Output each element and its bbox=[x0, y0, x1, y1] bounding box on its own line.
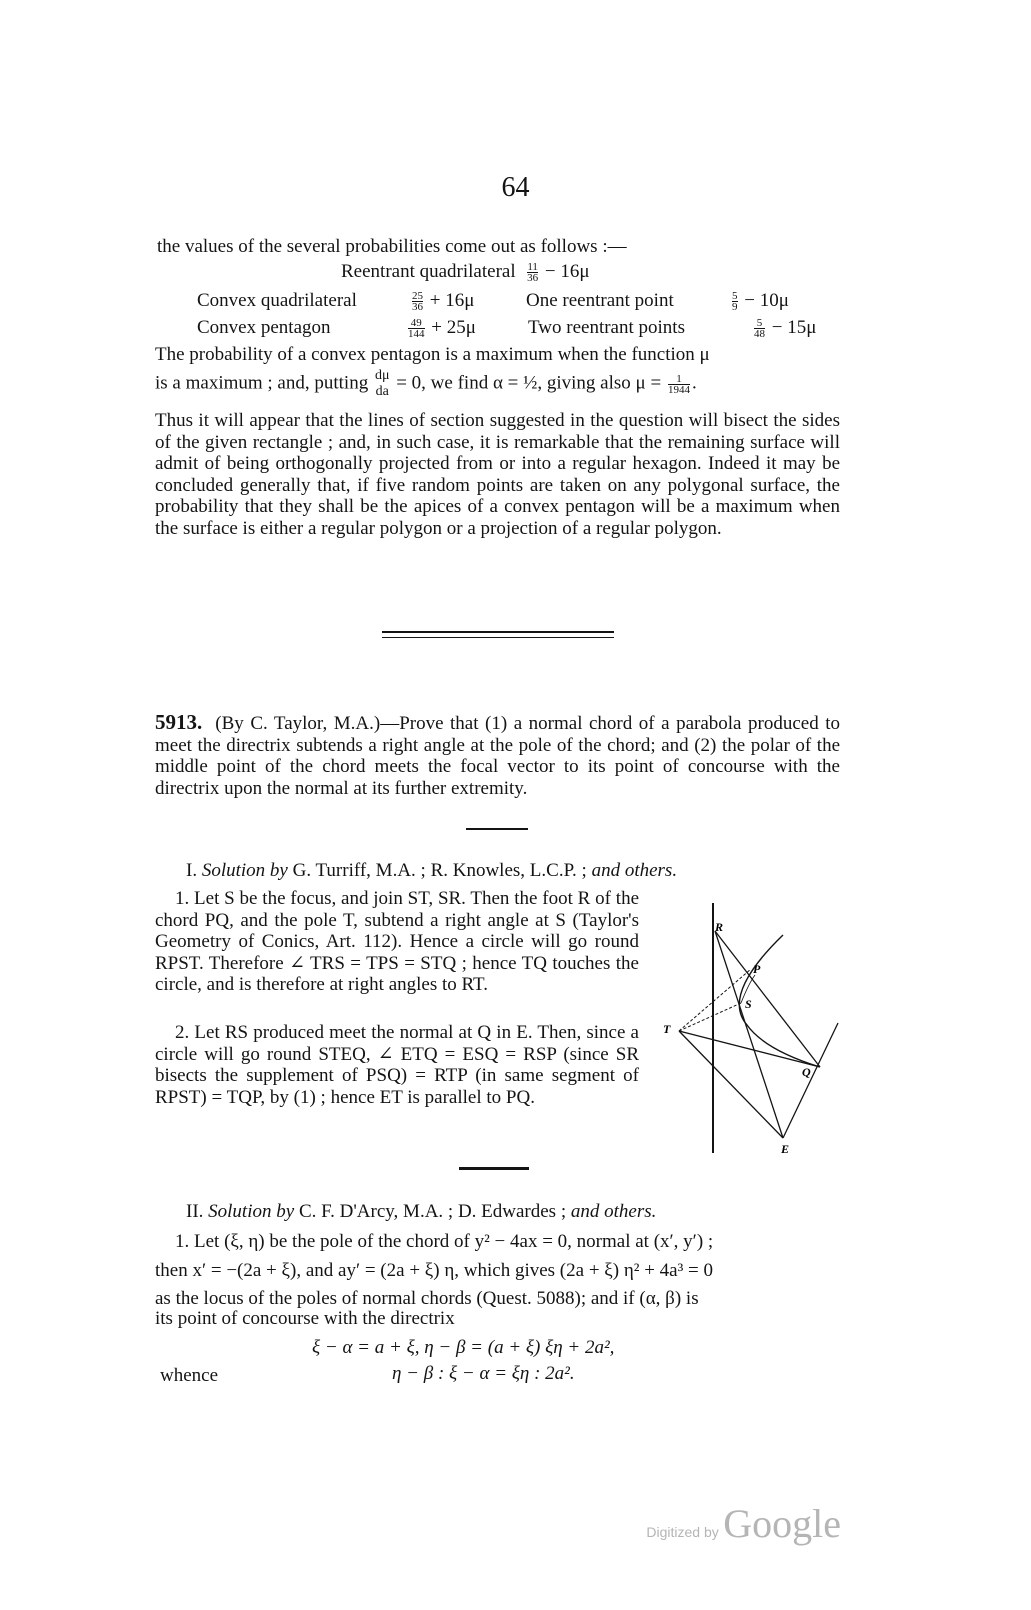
table-value-two-reentrant-points bbox=[752, 317, 816, 339]
heading-authors: G. Turriff, M.A. ; R. Knowles, L.C.P. ; bbox=[292, 860, 587, 881]
solution-2-line: then x′ = −(2a + ξ), and ay′ = (2a + ξ) η, which gives (2a + ξ) η² + 4a³ = 0 bbox=[155, 1260, 714, 1281]
table-row-reentrant-quadrilateral bbox=[341, 261, 590, 283]
fraction bbox=[754, 318, 765, 339]
separator-rule bbox=[382, 637, 614, 638]
fraction-numerator: dμ bbox=[374, 368, 390, 383]
parabola-figure bbox=[655, 895, 855, 1160]
row-value: − 15μ bbox=[771, 317, 817, 338]
fig-label-q: Q bbox=[802, 1065, 811, 1079]
short-rule bbox=[466, 828, 528, 830]
google-watermark bbox=[646, 1500, 841, 1547]
text-span: is a maximum ; and, putting bbox=[155, 372, 369, 394]
watermark-digitized-by: Digitized by bbox=[646, 1524, 719, 1540]
heading-numeral: II. bbox=[186, 1201, 204, 1222]
table-value-one-reentrant-point bbox=[730, 290, 789, 312]
equation-2: η − β : ξ − α = ξη : 2a². bbox=[392, 1363, 575, 1384]
heading-others: and others. bbox=[570, 1201, 657, 1222]
fraction-numerator: 25 bbox=[412, 290, 423, 303]
fraction-denominator: da bbox=[375, 384, 389, 399]
fraction-denominator: 48 bbox=[754, 328, 765, 341]
short-rule bbox=[459, 1167, 529, 1170]
question-author: (By C. Taylor, M.A.) bbox=[215, 713, 381, 734]
mu-fraction bbox=[668, 374, 690, 395]
page-number: 64 bbox=[501, 172, 530, 203]
question-paragraph bbox=[155, 712, 840, 799]
fraction-numerator: 5 bbox=[754, 318, 765, 329]
paragraph-line: The probability of a convex pentagon is a maximum when the function μ bbox=[155, 344, 710, 365]
heading-others: and others. bbox=[591, 860, 678, 881]
derivative-fraction bbox=[375, 368, 390, 400]
table-row-two-reentrant-points bbox=[528, 317, 685, 339]
heading-solution-by: Solution by bbox=[201, 860, 288, 881]
table-value-convex-pentagon bbox=[406, 317, 476, 339]
fraction-numerator: 11 bbox=[527, 261, 538, 274]
fig-label-e: E bbox=[781, 1142, 790, 1156]
solution-2-line: as the locus of the poles of normal chords (Quest. 5088); and if (α, β) is bbox=[155, 1288, 699, 1309]
fraction bbox=[412, 291, 423, 312]
row-label: Reentrant quadrilateral bbox=[341, 261, 516, 282]
row-value: − 16μ bbox=[544, 261, 590, 282]
fraction-numerator: 1 bbox=[668, 374, 690, 385]
heading-authors: C. F. D'Arcy, M.A. ; D. Edwardes ; bbox=[298, 1201, 567, 1222]
row-value: + 16μ bbox=[429, 290, 475, 311]
solution-2-heading bbox=[186, 1201, 656, 1223]
fig-label-r: R bbox=[715, 920, 724, 934]
table-row-convex-quadrilateral bbox=[197, 290, 357, 312]
conclusion-paragraph: Thus it will appear that the lines of section suggested in the question will bisect the sides of the given rectangle ; and, in such case, it is remarkable that the remaining surface will admit of being orthogonally projected from or into a regular hexagon. Indeed it may be concluded generally that, if five random points are taken on any polygonal surface, the probability that they shall be the apices of a convex pentagon will be a maximum when the surface is either a regular polygon or a projection of a regular polygon. bbox=[155, 410, 840, 539]
question-text: —Prove that (1) a normal chord of a parabola produced to meet the directrix subtends a right angle at the pole of the chord; and (2) the polar of the middle point of the chord meets the focal vector to its point of concourse with the directrix upon the normal at its further extremity. bbox=[155, 713, 840, 799]
fraction-denominator: 1944 bbox=[667, 383, 690, 396]
line-re bbox=[715, 931, 783, 1138]
fraction bbox=[408, 318, 425, 339]
heading-numeral: I. bbox=[186, 860, 198, 881]
row-label: Convex quadrilateral bbox=[197, 290, 357, 311]
line-ts bbox=[679, 1003, 741, 1031]
fraction bbox=[527, 262, 538, 283]
whence-label: whence bbox=[160, 1365, 219, 1386]
intro-line: the values of the several probabilities come out as follows :— bbox=[157, 236, 627, 257]
solution-1-part-1: 1. Let S be the focus, and join ST, SR. Then the foot R of the chord PQ, and the pole T, subtend a right angle at S (Taylor's Geometry of Conics, Art. 112). Hence a circle will go round RPST. Therefore ∠ TRS = TPS = STQ ; hence TQ touches the circle, and is therefore at right angles to RT. bbox=[155, 888, 639, 995]
fraction-numerator: 5 bbox=[732, 290, 738, 303]
solution-2-line: 1. Let (ξ, η) be the pole of the chord of y² − 4ax = 0, normal at (x′, y′) ; bbox=[175, 1231, 714, 1252]
heading-solution-by: Solution by bbox=[208, 1201, 295, 1222]
row-label: Two reentrant points bbox=[528, 317, 685, 338]
google-logo: Google bbox=[723, 1501, 841, 1546]
fraction-denominator: 36 bbox=[527, 272, 539, 285]
solution-1-part-2: 2. Let RS produced meet the normal at Q in E. Then, since a circle will go round STEQ, ∠ ETQ = ESQ = RSP (since SR bisects the supplement of PSQ) = RTP (in same segment of RPST) = TQP, by (1) ; hence ET is parallel to PQ. bbox=[155, 1022, 639, 1108]
table-value-convex-quadrilateral bbox=[410, 290, 474, 312]
normal-line bbox=[783, 1023, 838, 1138]
fig-label-p: P bbox=[753, 962, 761, 976]
row-label: One reentrant point bbox=[526, 290, 674, 311]
fraction-denominator: 144 bbox=[408, 328, 425, 341]
table-row-one-reentrant-point bbox=[526, 290, 674, 312]
line-te bbox=[679, 1031, 783, 1138]
fraction-numerator: 49 bbox=[408, 318, 425, 329]
row-value: + 25μ bbox=[431, 317, 476, 338]
solution-1-heading bbox=[186, 860, 677, 882]
equation-1: ξ − α = a + ξ, η − β = (a + ξ) ξη + 2a², bbox=[312, 1337, 615, 1358]
row-label: Convex pentagon bbox=[197, 317, 331, 338]
separator-rule bbox=[382, 631, 614, 633]
fraction-denominator: 36 bbox=[412, 301, 423, 314]
table-row-convex-pentagon bbox=[197, 317, 331, 339]
text-span: = 0, we find α = ½, giving also μ = bbox=[396, 372, 662, 394]
fraction-denominator: 9 bbox=[732, 301, 738, 314]
fig-label-t: T bbox=[663, 1022, 671, 1036]
solution-2-line: its point of concourse with the directrix bbox=[155, 1308, 455, 1329]
row-value: − 10μ bbox=[744, 290, 789, 311]
paragraph-line-with-derivative: is a maximum ; and, putting dμ da = 0, we find α = ½, giving also μ = $\frac{1}{1944}$ . bbox=[155, 368, 697, 399]
question-number: 5913. bbox=[155, 710, 203, 734]
fig-label-s: S bbox=[745, 997, 752, 1011]
fraction bbox=[732, 291, 738, 312]
